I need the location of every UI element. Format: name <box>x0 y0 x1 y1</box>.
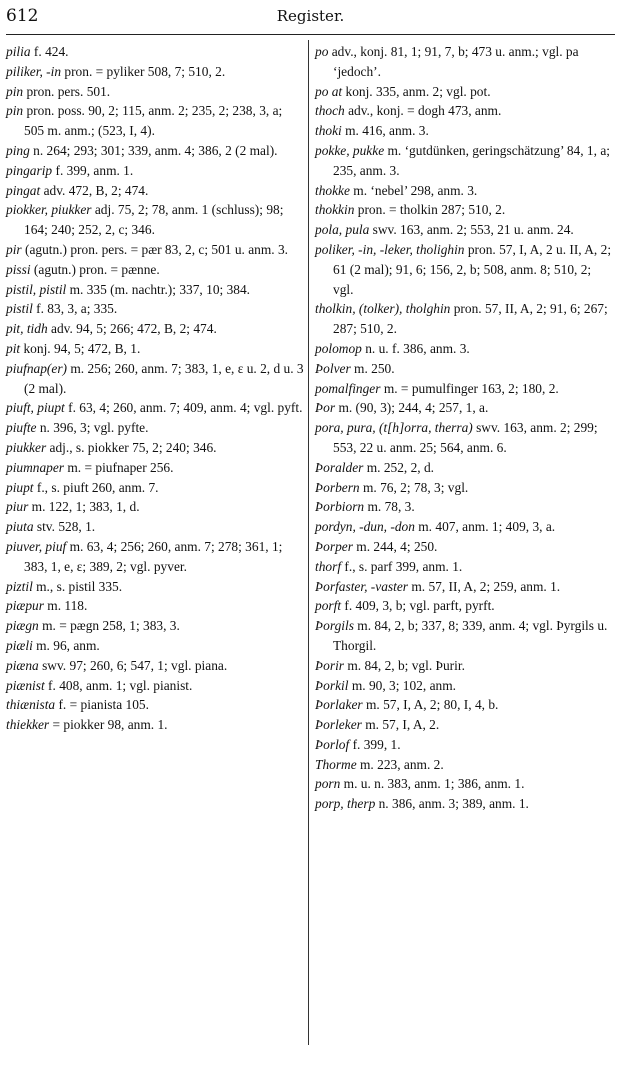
headword: pora, pura, (t[h]orra, therra) <box>315 420 473 436</box>
headword: tholkin, (tolker), tholghin <box>315 301 451 317</box>
entry-references: f. 63, 4; 260, anm. 7; 409, anm. 4; vgl. pyft. <box>64 400 303 416</box>
index-entry <box>315 299 614 339</box>
entry-references: m. 252, 2, d. <box>363 459 435 475</box>
index-entry <box>6 458 304 478</box>
header-rule <box>6 34 615 35</box>
index-entry <box>315 398 614 418</box>
index-entry <box>315 676 614 696</box>
headword: thiænista <box>6 697 56 713</box>
index-entry <box>6 478 304 498</box>
entry-references: m. 407, anm. 1; 409, 3, a. <box>414 519 556 535</box>
index-entry <box>315 181 614 201</box>
headword: Þoralder <box>315 459 364 475</box>
entry-references: f. = pianista 105. <box>55 697 149 713</box>
entry-references: (agutn.) pron. pers. = pær 83, 2, c; 501 u. anm. 3. <box>21 241 289 257</box>
entry-references: pron. pers. 501. <box>23 83 111 99</box>
headword: po at <box>315 83 343 99</box>
entry-references: n. u. f. 386, anm. 3. <box>361 340 470 356</box>
left-column <box>6 42 304 735</box>
entry-references: pron. = tholkin 287; 510, 2. <box>354 202 506 218</box>
index-entry <box>6 62 304 82</box>
entry-references: m. 78, 3. <box>364 499 415 515</box>
entry-references: f. 399, 1. <box>349 736 401 752</box>
index-entry <box>315 418 614 458</box>
headword: pistil <box>6 301 33 317</box>
index-entry <box>6 676 304 696</box>
entry-references: m. 84, 2, b; 337, 8; 339, anm. 4; vgl. Þyrgils u. Thorgil. <box>333 618 608 653</box>
headword: piufnap(er) <box>6 360 67 376</box>
index-entry <box>6 438 304 458</box>
index-entry <box>6 636 304 656</box>
index-entry <box>6 200 304 240</box>
entry-references: m. u. n. 383, anm. 1; 386, anm. 1. <box>340 776 525 792</box>
headword: piæli <box>6 637 33 653</box>
index-entry <box>315 478 614 498</box>
page-number: 612 <box>6 6 39 26</box>
headword: piæna <box>6 657 39 673</box>
index-entry <box>6 537 304 577</box>
headword: piuta <box>6 519 34 535</box>
headword: pir <box>6 241 22 257</box>
index-entry <box>6 497 304 517</box>
headword: piufte <box>6 420 37 436</box>
index-entry <box>315 220 614 240</box>
index-entry <box>315 517 614 537</box>
entry-references: f. 399, anm. 1. <box>52 162 134 178</box>
index-entry <box>6 319 304 339</box>
headword: Þorfaster, -vaster <box>315 578 408 594</box>
index-entry <box>315 695 614 715</box>
headword: piliker, -in <box>6 63 62 79</box>
headword: Þorbiorn <box>315 499 365 515</box>
index-entry <box>6 339 304 359</box>
entry-references: stv. 528, 1. <box>33 519 96 535</box>
page-header <box>6 6 615 28</box>
index-entry <box>6 260 304 280</box>
headword: piztil <box>6 578 33 594</box>
entry-references: pron. = pyliker 508, 7; 510, 2. <box>61 63 226 79</box>
entry-references: n. 386, anm. 3; 389, anm. 1. <box>375 796 529 812</box>
headword: thorf <box>315 558 342 574</box>
headword: piuft, piupt <box>6 400 65 416</box>
headword: thoch <box>315 103 345 119</box>
headword: piumnaper <box>6 459 65 475</box>
headword: po <box>315 44 329 59</box>
index-entry <box>6 398 304 418</box>
headword: pordyn, -dun, -don <box>315 519 415 535</box>
column-divider <box>308 40 309 1045</box>
headword: poliker, -in, -leker, tholighin <box>315 241 465 257</box>
entry-references: m. (90, 3); 244, 4; 257, 1, a. <box>335 400 489 416</box>
entry-references: m. 84, 2, b; vgl. Þurir. <box>344 657 465 673</box>
headword: piukker <box>6 439 47 455</box>
index-entry <box>6 656 304 676</box>
headword: pissi <box>6 261 31 277</box>
headword: pit, tidh <box>6 321 48 337</box>
entry-references: n. 264; 293; 301; 339, anm. 4; 386, 2 (2 mal). <box>29 142 278 158</box>
headword: pokke, pukke <box>315 142 385 158</box>
entry-references: m. 118. <box>43 598 88 614</box>
index-entry <box>315 240 614 299</box>
headword: pistil, pistil <box>6 281 67 297</box>
index-entry <box>315 497 614 517</box>
entry-references: adv., konj. = dogh 473, anm. <box>344 103 502 119</box>
entry-references: (agutn.) pron. = pænne. <box>30 261 160 277</box>
index-entry <box>6 418 304 438</box>
index-entry <box>6 161 304 181</box>
entry-references: m. 76, 2; 78, 3; vgl. <box>359 479 469 495</box>
entry-references: pron. 57, II, A, 2; 91, 6; 267; 287; 510, 2. <box>333 301 608 337</box>
entry-references: adj., s. piokker 75, 2; 240; 346. <box>46 439 217 455</box>
entry-references: m. 122, 1; 383, 1, d. <box>28 499 140 515</box>
headword: piokker, piukker <box>6 202 92 218</box>
index-entry <box>315 82 614 102</box>
entry-references: = piokker 98, anm. 1. <box>49 717 168 733</box>
index-entry <box>315 537 614 557</box>
index-entry <box>315 656 614 676</box>
headword: Thorme <box>315 756 357 772</box>
index-entry <box>6 280 304 300</box>
entry-references: pron. poss. 90, 2; 115, anm. 2; 235, 2; 238, 3, a; 505 m. anm.; (523, I, 4). <box>23 103 283 139</box>
entry-references: f. 83, 3, a; 335. <box>32 301 118 317</box>
entry-references: m. 250. <box>350 360 395 376</box>
index-entry <box>315 101 614 121</box>
index-entry <box>6 181 304 201</box>
entry-references: m. 244, 4; 250. <box>352 538 438 554</box>
index-entry <box>315 774 614 794</box>
entry-references: m. 335 (m. nachtr.); 337, 10; 384. <box>66 281 251 297</box>
entry-references: adv. 94, 5; 266; 472, B, 2; 474. <box>47 321 217 337</box>
entry-references: m. 63, 4; 256; 260, anm. 7; 278; 361, 1; 383, 1, e, ε; 389, 2; vgl. pyver. <box>24 538 283 574</box>
entry-references: swv. 97; 260, 6; 547, 1; vgl. piana. <box>38 657 228 673</box>
entry-references: konj. 335, anm. 2; vgl. pot. <box>342 83 491 99</box>
headword: piur <box>6 499 29 515</box>
index-entry <box>315 557 614 577</box>
entry-references: m. = pægn 258, 1; 383, 3. <box>38 618 180 634</box>
headword: Þor <box>315 400 336 416</box>
headword: piænist <box>6 677 45 693</box>
entry-references: swv. 163, anm. 2; 299; 553, 22 u. anm. 25; 564, anm. 6. <box>333 420 598 455</box>
entry-references: m. = pumulfinger 163, 2; 180, 2. <box>380 380 559 396</box>
entry-references: m. 90, 3; 102, anm. <box>348 677 456 693</box>
index-entry <box>315 458 614 478</box>
index-entry <box>6 141 304 161</box>
headword: Þorper <box>315 538 353 554</box>
entry-references: konj. 94, 5; 472, B, 1. <box>20 340 141 356</box>
index-entry <box>315 616 614 656</box>
index-entry <box>6 695 304 715</box>
index-entry <box>315 359 614 379</box>
right-column <box>315 42 614 814</box>
entry-references: m. 57, II, A, 2; 259, anm. 1. <box>407 578 561 594</box>
headword: polomop <box>315 340 362 356</box>
entry-references: m. 96, anm. <box>32 637 100 653</box>
headword: Þorgils <box>315 618 354 634</box>
headword: Þorbern <box>315 479 360 495</box>
headword: pingarip <box>6 162 53 178</box>
index-entry <box>6 240 304 260</box>
entry-references: pron. 57, I, A, 2 u. II, A, 2; 61 (2 mal); 91, 6; 156, 2, b; 508, anm. 8; 510, 2; vgl. <box>333 241 612 297</box>
headword: thoki <box>315 123 342 139</box>
headword: thiekker <box>6 717 50 733</box>
headword: pit <box>6 340 21 356</box>
entry-references: adv. 472, B, 2; 474. <box>40 182 149 198</box>
headword: Þolver <box>315 360 351 376</box>
index-entry <box>6 577 304 597</box>
entry-references: f. 409, 3, b; vgl. parft, pyrft. <box>341 598 495 614</box>
headword: porp, therp <box>315 796 376 812</box>
index-entry <box>6 299 304 319</box>
index-entry <box>315 121 614 141</box>
index-entry <box>315 379 614 399</box>
entry-references: m. 256; 260, anm. 7; 383, 1, e, ε u. 2, d u. 3 (2 mal). <box>24 360 304 396</box>
index-entry <box>315 794 614 814</box>
headword: piæpur <box>6 598 44 614</box>
index-entry <box>6 42 304 62</box>
headword: Þorleker <box>315 717 362 733</box>
entry-references: adv., konj. 81, 1; 91, 7, b; 473 u. anm.; vgl. pa ‘jedoch’. <box>328 44 579 79</box>
entry-references: m. 416, anm. 3. <box>341 123 429 139</box>
entry-references: m. ‘nebel’ 298, anm. 3. <box>349 182 478 198</box>
entry-references: m. = piufnaper 256. <box>64 459 174 475</box>
headword: pomalfinger <box>315 380 381 396</box>
index-entry <box>315 715 614 735</box>
index-entry <box>315 200 614 220</box>
index-entry <box>6 517 304 537</box>
entry-references: swv. 163, anm. 2; 553, 21 u. anm. 24. <box>369 222 574 238</box>
headword: piuver, piuf <box>6 538 67 554</box>
entry-references: m. 57, I, A, 2; 80, I, 4, b. <box>362 697 499 713</box>
entry-references: f., s. piuft 260, anm. 7. <box>33 479 159 495</box>
headword: porn <box>315 776 341 792</box>
index-entry <box>6 359 304 399</box>
entry-references: f. 408, anm. 1; vgl. pianist. <box>44 677 193 693</box>
headword: pilia <box>6 44 31 59</box>
entry-references: n. 396, 3; vgl. pyfte. <box>36 420 149 436</box>
index-entry <box>315 42 614 82</box>
entry-references: m., s. pistil 335. <box>32 578 123 594</box>
index-entry <box>315 596 614 616</box>
headword: piupt <box>6 479 34 495</box>
headword: Þorlof <box>315 736 350 752</box>
entry-references: f., s. parf 399, anm. 1. <box>341 558 463 574</box>
index-entry <box>6 715 304 735</box>
headword: Þorlaker <box>315 697 363 713</box>
headword: Þorir <box>315 657 345 673</box>
headword: pin <box>6 103 24 119</box>
index-entry <box>6 101 304 141</box>
index-entry <box>315 755 614 775</box>
index-entry <box>315 735 614 755</box>
headword: pin <box>6 83 24 99</box>
index-entry <box>6 616 304 636</box>
index-entry <box>6 82 304 102</box>
entry-references: f. 424. <box>30 44 69 59</box>
headword: Þorkil <box>315 677 349 693</box>
entry-references: m. 223, anm. 2. <box>356 756 444 772</box>
headword: pingat <box>6 182 41 198</box>
headword: thokke <box>315 182 350 198</box>
entry-references: m. ‘gutdünken, geringschätzung’ 84, 1, a; 235, anm. 3. <box>333 142 610 178</box>
index-entry <box>315 339 614 359</box>
headword: pola, pula <box>315 222 370 238</box>
headword: ping <box>6 142 30 158</box>
headword: piægn <box>6 618 39 634</box>
headword: thokkin <box>315 202 355 218</box>
headword: porft <box>315 598 342 614</box>
entry-references: m. 57, I, A, 2. <box>361 717 440 733</box>
index-entry <box>315 577 614 597</box>
index-entry <box>6 596 304 616</box>
running-title: Register. <box>276 7 345 25</box>
index-entry <box>315 141 614 181</box>
entry-references: adj. 75, 2; 78, anm. 1 (schluss); 98; 164; 240; 252, 2, c; 346. <box>24 202 284 238</box>
